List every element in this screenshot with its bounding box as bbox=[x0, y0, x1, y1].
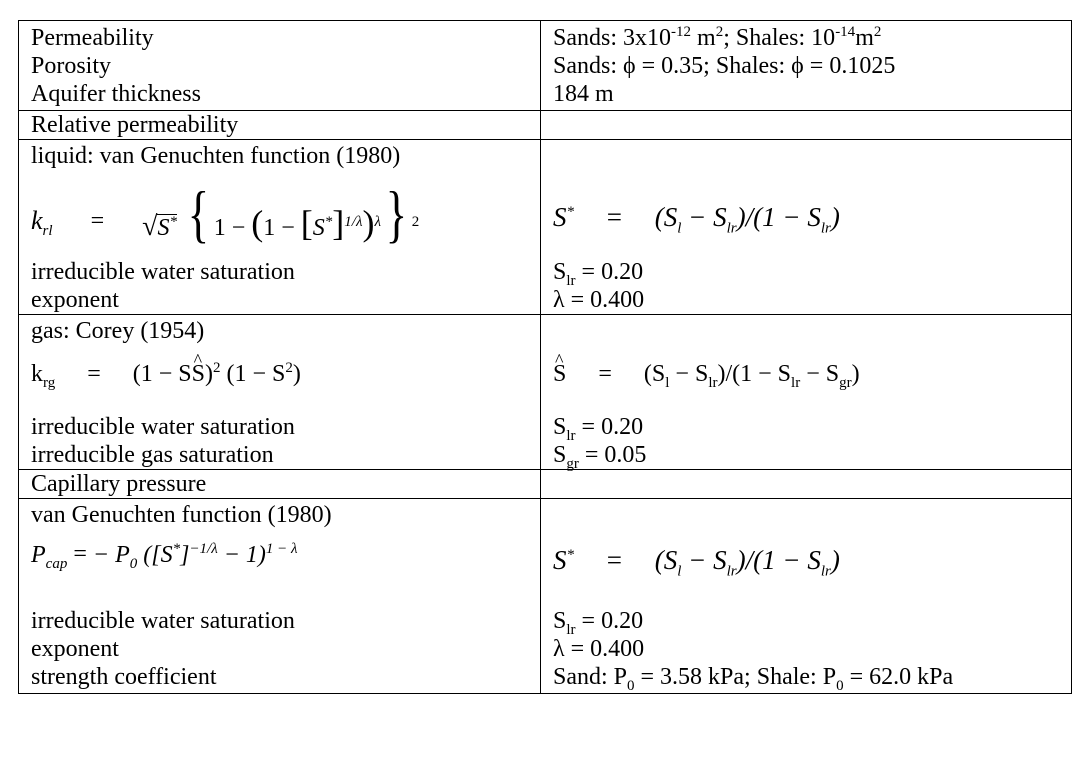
gas-label-irreducible-gas: irreducible gas saturation bbox=[31, 442, 274, 468]
cap-slr-sub: lr bbox=[566, 621, 576, 638]
krg-symbol: k bbox=[31, 361, 43, 388]
liquid-label-exponent: exponent bbox=[31, 287, 119, 313]
krl-subscript: rl bbox=[42, 223, 53, 240]
gas-sgr-symbol: S bbox=[553, 442, 567, 468]
krg-rhs2-close: ) bbox=[292, 361, 301, 388]
pcap-subscript: cap bbox=[45, 556, 68, 573]
liquid-slr-sub: lr bbox=[566, 272, 576, 289]
liquid-value-slr bbox=[553, 258, 1059, 289]
sstar-superscript: * bbox=[566, 203, 574, 220]
cell-liquid-left bbox=[19, 140, 541, 315]
liquid-value-lambda: λ = 0.400 bbox=[553, 287, 645, 313]
pcap-rhs-p0-sub: 0 bbox=[129, 556, 138, 573]
cap-sstar-rhs-sub-lr: lr bbox=[726, 563, 737, 580]
pcap-rhs-bracket: ([S bbox=[137, 542, 173, 569]
shat-rhs-c: )/(1 − S bbox=[717, 361, 792, 388]
pcap-rhs-exp2: 1 − λ bbox=[265, 541, 298, 558]
gas-krg-equation bbox=[31, 345, 528, 401]
krg-rhs-close: ) bbox=[205, 361, 214, 388]
shat-rhs-d: − S bbox=[800, 361, 840, 388]
krl-sqrt-star: * bbox=[169, 214, 177, 230]
cap-sstar-symbol: S bbox=[553, 544, 567, 575]
perm-sands-base: Sands: 3x10 bbox=[553, 25, 672, 51]
cap-sstar-superscript: * bbox=[566, 546, 574, 563]
perm-sands-unit: m bbox=[691, 25, 716, 51]
capillary-s-star-definition bbox=[553, 529, 1059, 585]
cell-capillary-left bbox=[19, 499, 541, 694]
shat-symbol: ^ S bbox=[553, 346, 566, 402]
value-thickness: 184 m bbox=[553, 81, 614, 107]
table-row-basic-properties bbox=[19, 21, 1072, 111]
label-porosity: Porosity bbox=[31, 53, 112, 79]
sstar-rhs-a: (S bbox=[654, 201, 678, 232]
perm-shales-base: ; Shales: 10 bbox=[723, 25, 836, 51]
krl-one-a: 1 bbox=[213, 215, 226, 241]
krg-subscript: rg bbox=[43, 375, 56, 392]
cap-slr-symbol: S bbox=[553, 608, 567, 634]
shat-rhs-a: (S bbox=[643, 361, 666, 388]
sstar-rhs-sub-lr2: lr bbox=[820, 220, 831, 237]
perm-shales-exponent: -14 bbox=[835, 24, 856, 40]
capillary-value-strength bbox=[553, 663, 1059, 694]
gas-value-slr bbox=[553, 413, 1059, 444]
cap-sstar-rhs-d: ) bbox=[830, 544, 840, 575]
cell-relperm-header: Relative permeability bbox=[19, 111, 541, 140]
gas-value-sgr bbox=[553, 441, 1059, 472]
liquid-title: liquid: van Genuchten function (1980) bbox=[31, 143, 401, 169]
cell-gas-left bbox=[19, 315, 541, 470]
capillary-title: van Genuchten function (1980) bbox=[31, 502, 332, 528]
cell-capillary-header-empty bbox=[541, 470, 1072, 499]
capillary-label-exponent: exponent bbox=[31, 636, 119, 662]
krl-symbol: k bbox=[31, 206, 43, 235]
capillary-value-slr bbox=[553, 607, 1059, 638]
sstar-rhs-sub-l: l bbox=[677, 220, 682, 237]
strength-shale-sub: 0 bbox=[836, 677, 844, 694]
sstar-equals: = bbox=[606, 201, 622, 232]
pcap-rhs-exp1: −1/λ bbox=[189, 541, 218, 558]
krg-rhs-open: (1 − S bbox=[132, 361, 192, 388]
cell-liquid-right bbox=[541, 140, 1072, 315]
strength-sand-sub: 0 bbox=[627, 677, 635, 694]
perm-sands-unit-exponent: 2 bbox=[715, 24, 724, 40]
gas-title: gas: Corey (1954) bbox=[31, 318, 205, 344]
cap-sstar-rhs-b: − S bbox=[681, 544, 727, 575]
cell-basic-values bbox=[541, 21, 1072, 111]
pcap-symbol: P bbox=[31, 542, 46, 569]
capillary-label-strength: strength coefficient bbox=[31, 664, 217, 690]
cap-slr-value: = 0.20 bbox=[575, 608, 644, 634]
value-permeability bbox=[553, 24, 1059, 52]
sstar-rhs-sub-lr: lr bbox=[726, 220, 737, 237]
sstar-rhs-d: ) bbox=[830, 201, 840, 232]
gas-s-hat-definition bbox=[553, 345, 1059, 401]
table-row-capillary-header bbox=[19, 470, 1072, 499]
krl-star-inner: * bbox=[324, 214, 333, 230]
capillary-value-lambda: λ = 0.400 bbox=[553, 636, 645, 662]
pcap-rhs: − $P_0$ $([S^*]^{-1/\lambda} - 1)^{1 - \lambda}$ bbox=[92, 541, 298, 573]
krl-exp-inv-lambda: 1/λ bbox=[344, 214, 363, 230]
sstar-rhs-c: )/(1 − S bbox=[736, 201, 821, 232]
cap-sstar-rhs-sub-l: l bbox=[677, 563, 682, 580]
shat-rhs-b: − S bbox=[669, 361, 709, 388]
cell-capillary-header: Capillary pressure bbox=[19, 470, 541, 499]
pcap-rhs-mid: − 1) bbox=[217, 542, 266, 569]
table-row-liquid bbox=[19, 140, 1072, 315]
krg-exp-two: 2 bbox=[213, 360, 221, 377]
liquid-krl-equation bbox=[31, 170, 528, 258]
shat-rhs-sub-gr: gr bbox=[839, 375, 852, 392]
pcap-rhs-neg-p: − P bbox=[92, 542, 130, 569]
table-row-capillary bbox=[19, 499, 1072, 694]
gas-slr-sub: lr bbox=[566, 427, 576, 444]
strength-sand-label: Sand: P bbox=[553, 664, 628, 690]
liquid-label-irreducible-water: irreducible water saturation bbox=[31, 259, 295, 285]
shat-equals: = bbox=[598, 361, 612, 388]
table-row-gas bbox=[19, 315, 1072, 470]
gas-slr-value: = 0.20 bbox=[575, 414, 644, 440]
parameter-table bbox=[18, 20, 1072, 694]
shat-rhs bbox=[644, 346, 860, 402]
krg-rhs2-exp: 2 bbox=[285, 360, 293, 377]
perm-shales-unit: m bbox=[855, 25, 874, 51]
shat-rhs-sub-lr: lr bbox=[708, 375, 718, 392]
krl-minus-b: − bbox=[281, 215, 295, 241]
liquid-slr-value: = 0.20 bbox=[575, 259, 644, 285]
krl-one-b: 1 bbox=[263, 215, 276, 241]
krl-sqrt-s: S bbox=[157, 215, 170, 241]
gas-label-irreducible-water: irreducible water saturation bbox=[31, 414, 295, 440]
krg-rhs2-open: (1 − S bbox=[226, 361, 286, 388]
cap-sstar-equals: = bbox=[606, 544, 622, 575]
shat-rhs-sub-l: l bbox=[665, 375, 670, 392]
krl-rhs: √S* { $1 - (1 - [S^*]^{1/\lambda})^\lambda$} $^2$ bbox=[142, 178, 420, 249]
gas-sgr-sub: gr bbox=[566, 455, 579, 472]
perm-sands-exponent: -12 bbox=[671, 24, 692, 40]
label-permeability: Permeability bbox=[31, 25, 154, 51]
cap-sstar-rhs-a: (S bbox=[654, 544, 678, 575]
gas-sgr-value: = 0.05 bbox=[578, 442, 647, 468]
shat-rhs-e: ) bbox=[851, 361, 860, 388]
capillary-label-irreducible-water: irreducible water saturation bbox=[31, 608, 295, 634]
pcap-rhs-star: * bbox=[172, 541, 181, 558]
cell-relperm-header-empty bbox=[541, 111, 1072, 140]
strength-sand-value: = 3.58 kPa; Shale: P bbox=[634, 664, 837, 690]
gas-slr-symbol: S bbox=[553, 414, 567, 440]
cap-sstar-rhs-sub-lr2: lr bbox=[820, 563, 831, 580]
cell-basic-labels bbox=[19, 21, 541, 111]
strength-shale-value: = 62.0 kPa bbox=[843, 664, 954, 690]
liquid-s-star-definition bbox=[553, 170, 1059, 258]
table-row-relperm-header bbox=[19, 111, 1072, 140]
pcap-equals: = bbox=[73, 541, 87, 567]
krl-equals: = bbox=[90, 208, 105, 234]
label-aquifer-thickness: Aquifer thickness bbox=[31, 81, 201, 107]
cell-capillary-right bbox=[541, 499, 1072, 694]
krl-exp-lambda: λ bbox=[374, 214, 381, 230]
krl-s-inner: S bbox=[312, 215, 325, 241]
krl-exp-two: 2 bbox=[411, 214, 420, 230]
shat-rhs-sub-lr2: lr bbox=[791, 375, 801, 392]
cell-gas-right bbox=[541, 315, 1072, 470]
krg-rhs: (1 − S^ S)$^2$ $(1 - S^2)$ bbox=[133, 346, 301, 402]
krl-minus-a: − bbox=[231, 215, 246, 241]
perm-shales-unit-exponent: 2 bbox=[873, 24, 882, 40]
capillary-pcap-equation bbox=[31, 529, 528, 585]
sstar-symbol: S bbox=[553, 201, 567, 232]
liquid-slr-symbol: S bbox=[553, 259, 567, 285]
sstar-rhs-b: − S bbox=[681, 201, 727, 232]
value-porosity: Sands: ϕ = 0.35; Shales: ϕ = 0.1025 bbox=[553, 53, 896, 79]
krg-equals: = bbox=[87, 361, 101, 388]
cap-sstar-rhs-c: )/(1 − S bbox=[736, 544, 821, 575]
